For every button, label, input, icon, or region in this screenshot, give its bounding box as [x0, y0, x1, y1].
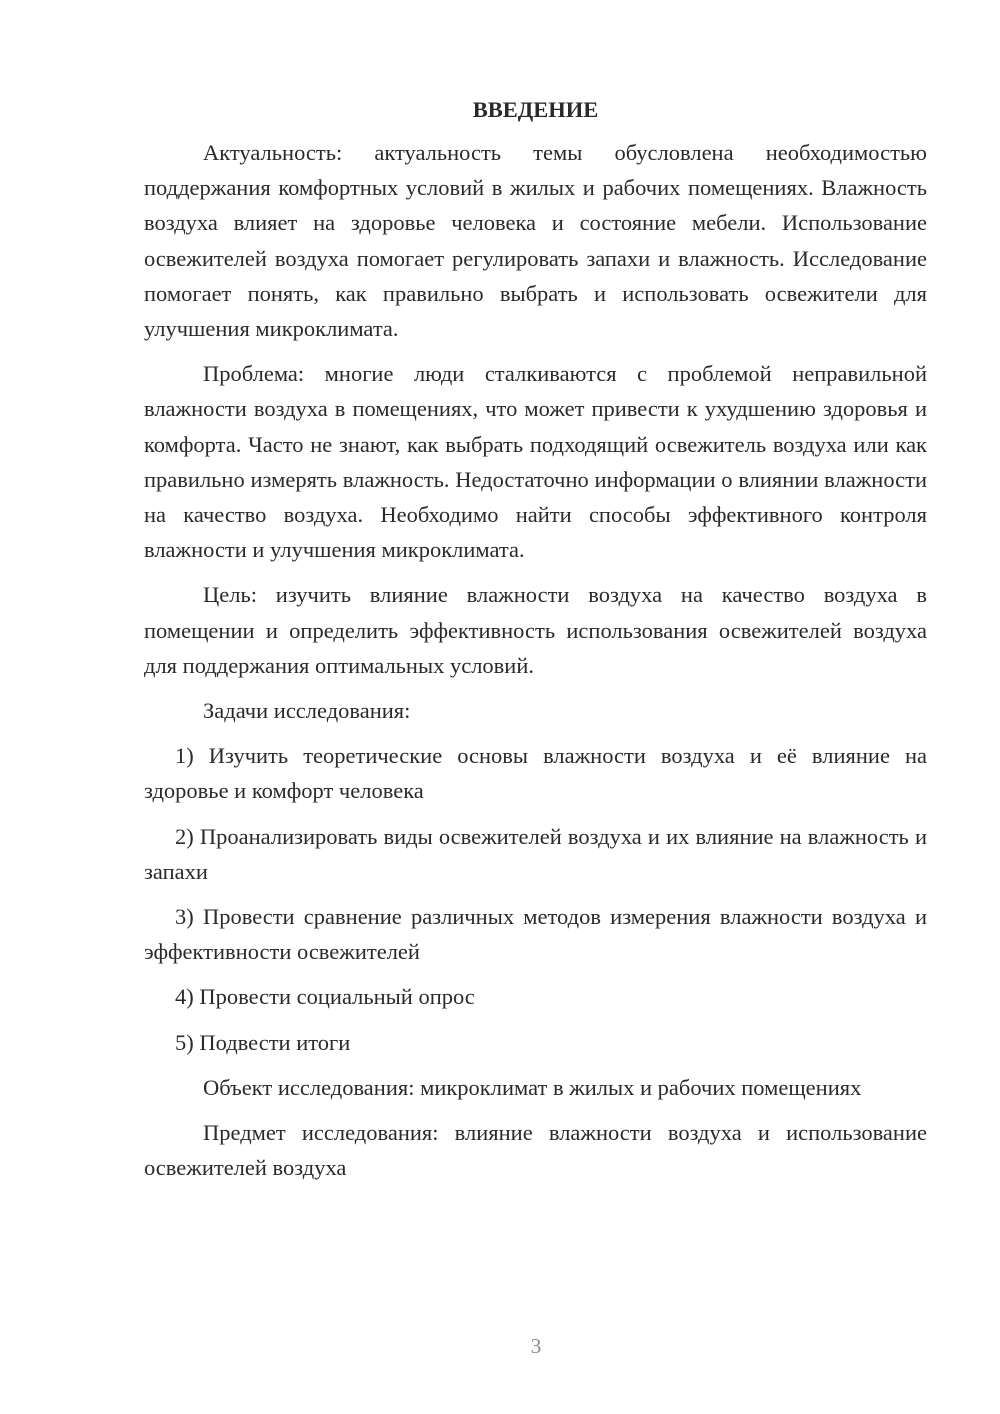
section-heading: ВВЕДЕНИЕ	[472, 97, 599, 122]
research-object-paragraph: Объект исследования: микроклимат в жилых и рабочих помещениях	[203, 1074, 862, 1100]
problem-paragraph: Проблема: многие люди сталкиваются с проблемой неправильной влажности воздуха в помещениях, что может привести к ухудшению здоровья и комфорта. Часто не знают, как выбрать подходящий освежитель воздуха или как правильно измерять влажность. Недостаточно информации о влиянии влажности на качество воздуха. Необходимо найти способы эффективного контроля влажности и улучшения микроклимата.	[144, 361, 927, 563]
task-item-5: 5) Подвести итоги	[175, 1029, 351, 1055]
task-item-1: 1) Изучить теоретические основы влажности воздуха и её влияние на здоровье и комфорт человека	[144, 743, 927, 804]
goal-paragraph: Цель: изучить влияние влажности воздуха на качество воздуха в помещении и определить эффективность использования освежителей воздуха для поддержания оптимальных условий.	[144, 582, 927, 678]
document-body	[144, 92, 927, 1195]
relevance-paragraph: Актуальность: актуальность темы обусловлена необходимостью поддержания комфортных условий в жилых и рабочих помещениях. Влажность воздуха влияет на здоровье человека и состояние мебели. Использование освежителей воздуха помогает регулировать запахи и влажность. Исследование помогает понять, как правильно выбрать и использовать освежители для улучшения микроклимата.	[144, 140, 927, 342]
page-number: 3	[530, 1334, 542, 1358]
research-subject-paragraph: Предмет исследования: влияние влажности воздуха и использование освежителей воздуха	[144, 1120, 927, 1181]
task-item-4: 4) Провести социальный опрос	[175, 984, 475, 1010]
task-item-3: 3) Провести сравнение различных методов измерения влажности воздуха и эффективности освежителей	[144, 904, 927, 965]
tasks-title: Задачи исследования:	[203, 698, 411, 724]
task-item-2: 2) Проанализировать виды освежителей воздуха и их влияние на влажность и запахи	[144, 823, 927, 884]
